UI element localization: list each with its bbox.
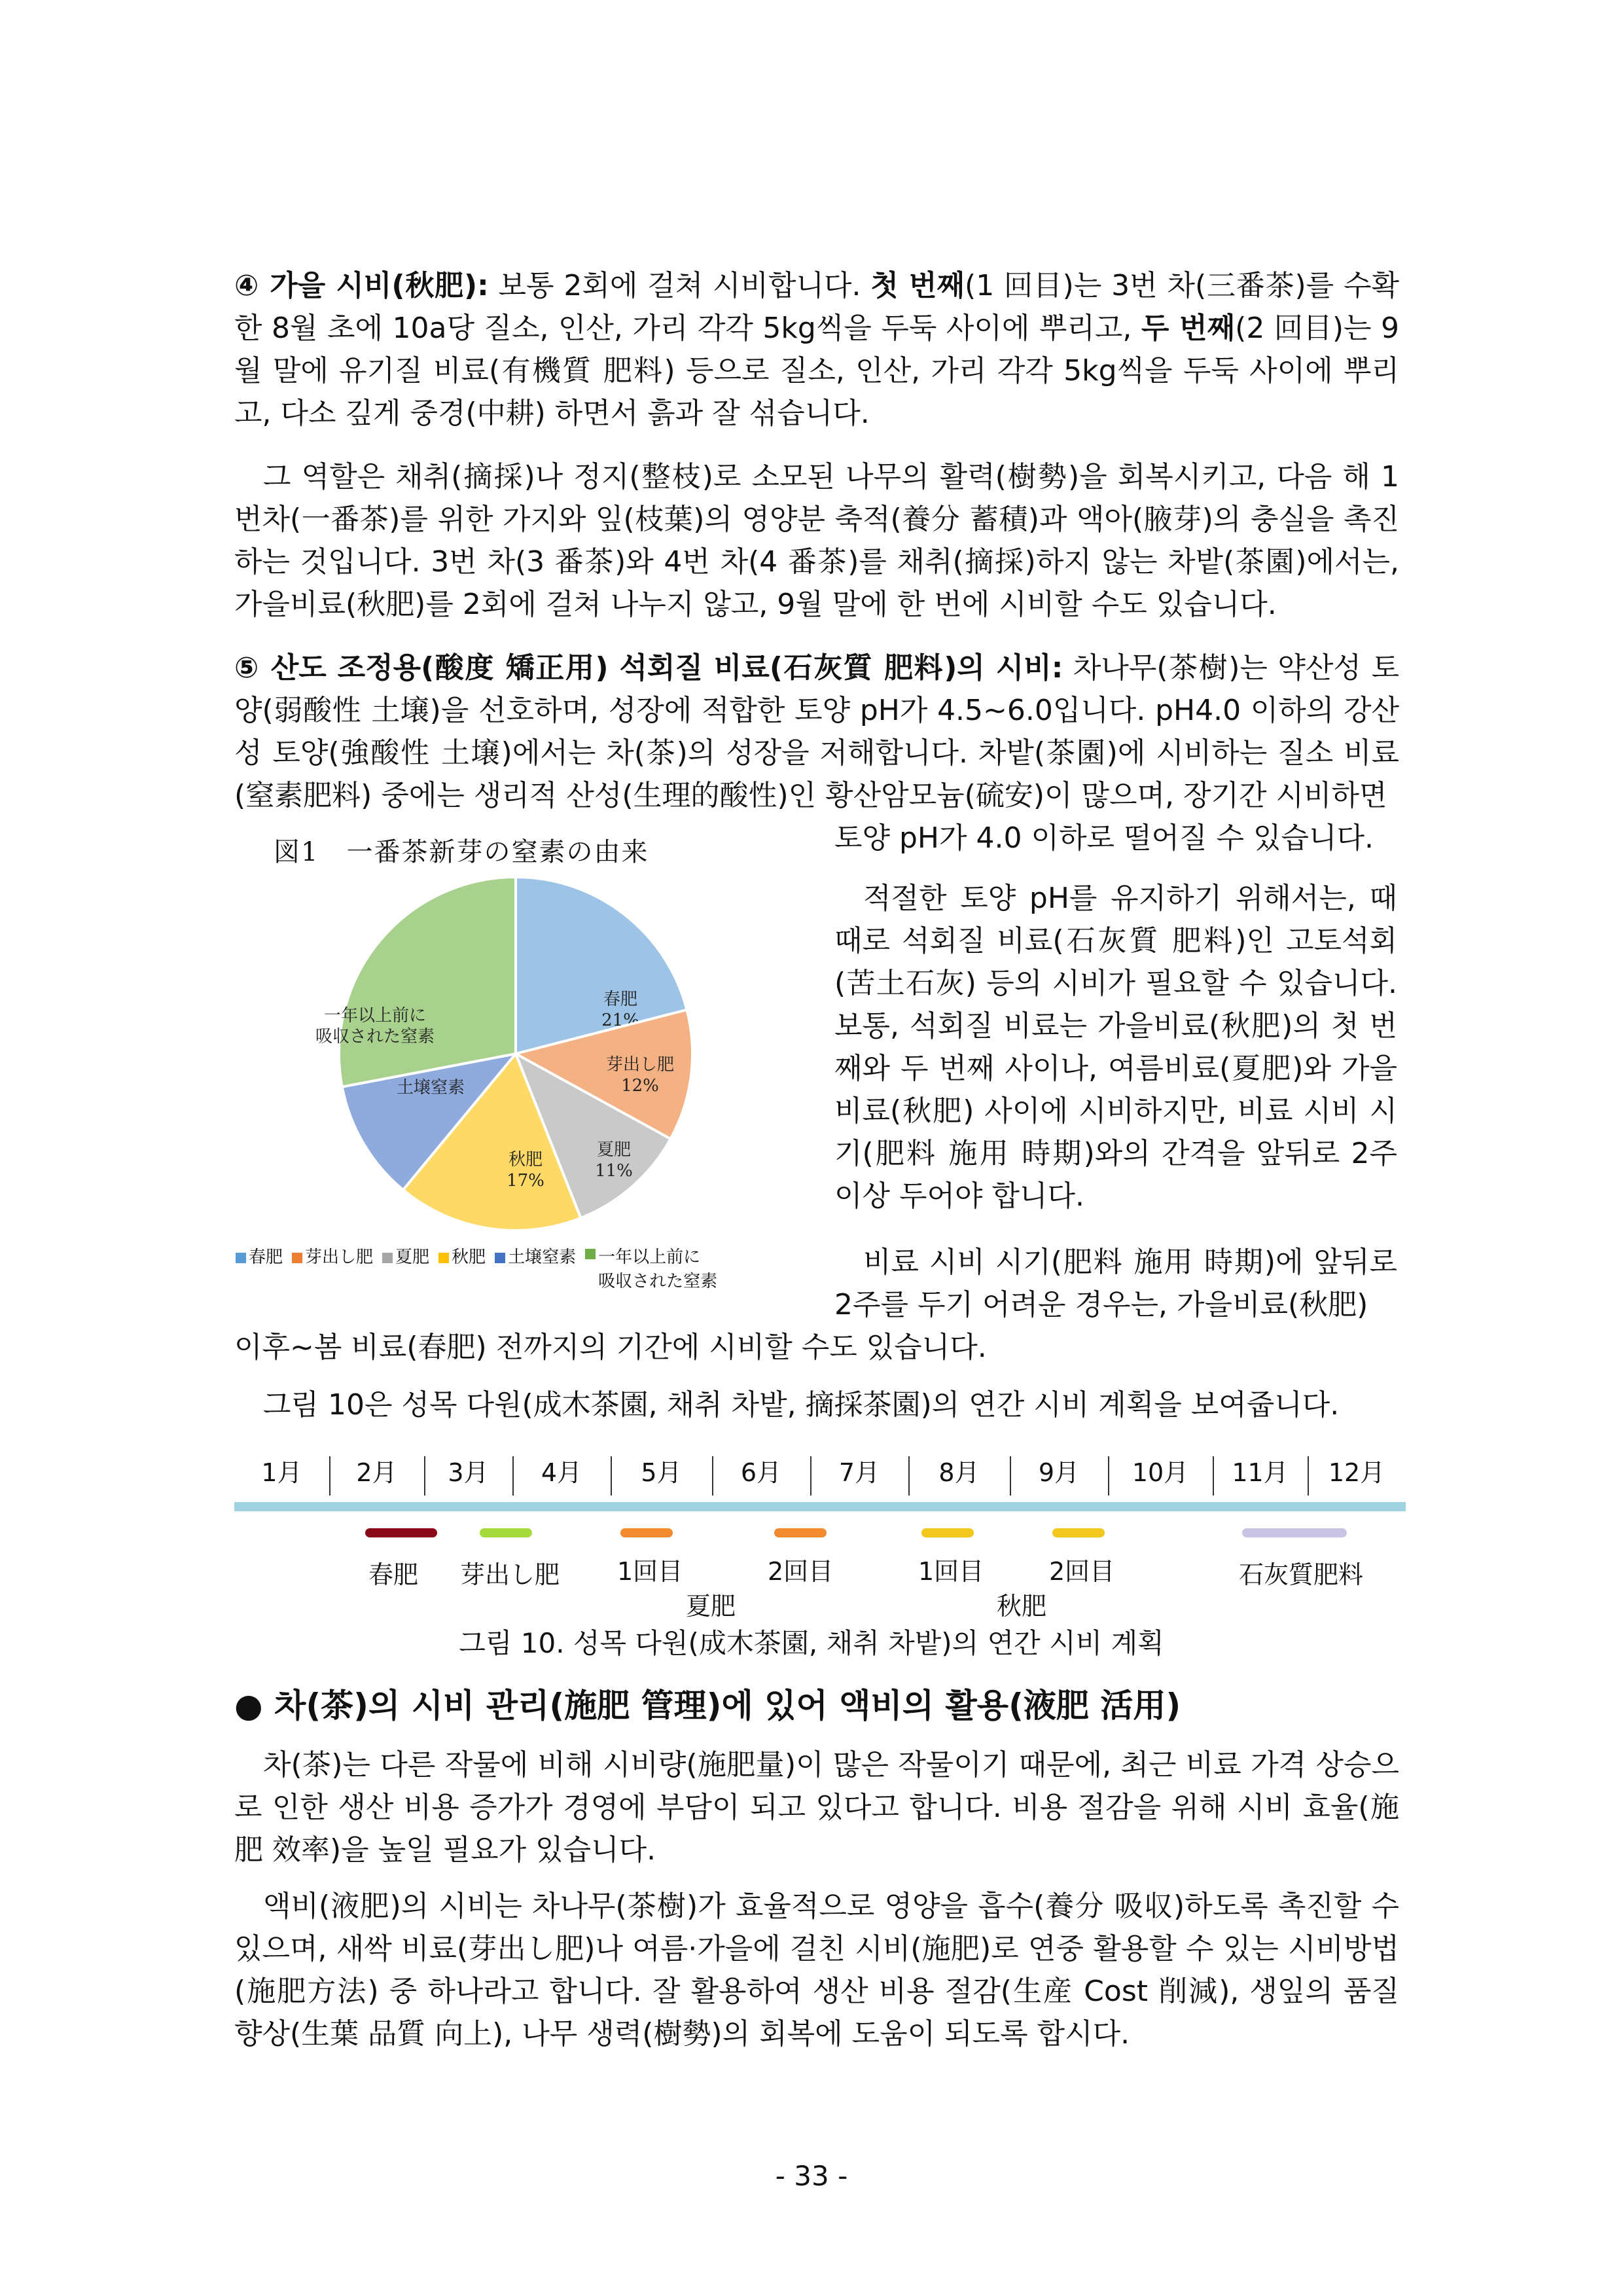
fertilizer-label: 1回目	[617, 1557, 683, 1586]
pie-slice-label: 夏肥	[596, 1140, 632, 1160]
pie-slice-label: 吸収された窒素	[315, 1027, 435, 1047]
month-label: 6月	[740, 1458, 782, 1487]
month-separator	[424, 1456, 425, 1496]
paragraph-timing-cont: 이후~봄 비료(春肥) 전까지의 기간에 시비할 수도 있습니다.	[234, 1331, 987, 1364]
pie-slice-label: 21%	[601, 1011, 639, 1030]
month-separator	[329, 1456, 330, 1496]
legend-item	[495, 1244, 576, 1268]
legend-item	[585, 1244, 729, 1292]
pie-slice-label: 一年以上前に	[323, 1006, 427, 1026]
fertilizer-label: 2回目	[768, 1557, 834, 1586]
month-separator	[1213, 1456, 1214, 1496]
legend-swatch	[292, 1253, 302, 1263]
fertilizer-bar	[620, 1528, 673, 1537]
paragraph-maintain-ph: 적절한 토양 pH를 유지하기 위해서는, 때때로 석회질 비료(石灰質 肥料)인 고토석회(苦土石灰) 등의 시비가 필요할 수 있습니다. 보통, 석회질 비료는 가을비료(秋肥)의 첫 번째와 두 번째 사이나, 여름비료(夏肥)와 가을비료(秋肥) 사이에 시비하지만, 비료 시비 시기(肥料 施用 時期)와의 간격을 앞뒤로 2주 이상 두어야 합니다.	[834, 882, 1397, 1213]
text-span: 보통 2회에 걸쳐 시비합니다.	[488, 269, 871, 302]
legend-item	[382, 1244, 429, 1268]
pie-slice-label: 12%	[621, 1076, 659, 1096]
legend-item	[236, 1244, 283, 1268]
pie-slice-label: 土壌窒素	[396, 1078, 465, 1098]
pie-slice-label: 11%	[595, 1161, 633, 1181]
legend-label: 夏肥	[395, 1247, 430, 1267]
month-separator	[810, 1456, 812, 1496]
month-separator	[1010, 1456, 1011, 1496]
month-label: 11月	[1232, 1458, 1289, 1487]
paragraph-liquid-fertilizer: 액비(液肥)의 시비는 차나무(茶樹)가 효율적으로 영양을 흡수(養分 吸収)하도록 촉진할 수 있으며, 새싹 비료(芽出し肥)나 여름·가을에 걸친 시비(施肥)로 연중 활용할 수 있는 시비방법(施肥方法) 중 하나라고 합니다. 잘 활용하여 생산 비용 절감(生産 Cost 削減), 생잎의 품질 향상(生葉 品質 向上), 나무 생력(樹勢)의 회복에 도움이 되도록 합시다.	[234, 1890, 1399, 2051]
pie-chart	[234, 857, 823, 1263]
pie-chart-figure	[234, 831, 823, 1302]
chart-legend	[236, 1244, 825, 1292]
fertilizer-bar	[921, 1528, 974, 1537]
section-title: ● 차(茶)의 시비 관리(施肥 管理)에 있어 액비의 활용(液肥 活用)	[234, 1687, 1181, 1725]
month-label: 10月	[1132, 1458, 1189, 1487]
figure-caption: 그림 10. 성목 다원(成木茶園, 채취 차밭)의 연간 시비 계획	[459, 1627, 1164, 1659]
fertilizer-bar	[774, 1528, 827, 1537]
legend-label: 春肥	[249, 1247, 283, 1267]
month-label: 2月	[356, 1458, 397, 1487]
fertilizer-label: 1回目	[918, 1557, 984, 1586]
month-separator	[1108, 1456, 1109, 1496]
timeline-axis	[234, 1502, 1406, 1511]
pie-slice	[339, 877, 516, 1087]
chart-title: 図1 一番茶新芽の窒素の由来	[274, 837, 649, 867]
month-label: 3月	[448, 1458, 489, 1487]
fertilizer-bar	[480, 1528, 532, 1537]
text-span: (2 回目)는 9월 말에 유기질 비료(有機質 肥料) 등으로 질소, 인산, 가리 각각 5kg씩을 두둑 사이에 뿌리고, 다소 깊게 중경(中耕) 하면서 흙과 잘 섞습니다.	[234, 312, 1399, 430]
text-span: 차나무(茶樹)는 약산성 토양(弱酸性 土壌)을 선호하며, 성장에 적합한 토양 pH가 4.5~6.0입니다. pH4.0 이하의 강산성 토양(強酸性 土壌)에서는 차(茶)의 성장을 저해합니다. 차밭(茶園)에 시비하는 질소 비료(窒素肥料) 중에는 생리적 산성(生理的酸性)인 황산암모늄(硫安)이 많으며, 장기간 시비하면	[234, 651, 1399, 812]
legend-swatch	[495, 1253, 505, 1263]
paragraph-timing: 비료 시비 시기(肥料 施用 時期)에 앞뒤로 2주를 두기 어려운 경우는, 가을비료(秋肥)	[834, 1246, 1397, 1321]
month-separator	[712, 1456, 713, 1496]
month-separator	[512, 1456, 514, 1496]
paragraph-autumn-fertilizer	[234, 264, 1399, 435]
paragraph-figure-intro: 그림 10은 성목 다원(成木茶園, 채취 차밭, 摘採茶園)의 연간 시비 계획을 보여줍니다.	[263, 1388, 1340, 1422]
month-label: 8月	[938, 1458, 980, 1487]
fertilizer-label: 2回目	[1049, 1557, 1115, 1586]
page-number: - 33 -	[775, 2160, 848, 2192]
paragraph-tea-cost: 차(茶)는 다른 작물에 비해 시비량(施肥量)이 많은 작물이기 때문에, 최근 비료 가격 상승으로 인한 생산 비용 증가가 경영에 부담이 되고 있다고 합니다. 비용 절감을 위해 시비 효율(施肥 效率)을 높일 필요가 있습니다.	[234, 1748, 1399, 1867]
month-label: 5月	[641, 1458, 682, 1487]
fertilizer-bar	[1242, 1528, 1347, 1537]
month-label: 7月	[838, 1458, 880, 1487]
pie-slice-label: 芽出し肥	[605, 1055, 675, 1075]
legend-label: 一年以上前に 吸収された窒素	[598, 1247, 718, 1291]
legend-item	[292, 1244, 373, 1268]
month-separator	[908, 1456, 910, 1496]
fertilizer-label: 石灰質肥料	[1239, 1560, 1364, 1589]
fertilizer-bar	[1052, 1528, 1105, 1537]
legend-swatch	[585, 1249, 596, 1259]
first-time-label: 첫 번째	[870, 269, 965, 302]
fertilizer-bar	[365, 1528, 437, 1537]
text-span: (1 回目)는 3번 차(三番茶)를 수확한 8월 초에 10a당 질소, 인산, 가리 각각 5kg씩을 두둑 사이에 뿌리고,	[234, 269, 1399, 345]
paragraph-role: 그 역할은 채취(摘採)나 정지(整枝)로 소모된 나무의 활력(樹勢)을 회복시키고, 다음 해 1번차(一番茶)를 위한 가지와 잎(枝葉)의 영양분 축적(養分 蓄積)과 액아(腋芽)의 충실을 촉진하는 것입니다. 3번 차(3 番茶)와 4번 차(4 番茶)를 채취(摘採)하지 않는 차밭(茶園)에서는, 가을비료(秋肥)를 2회에 걸쳐 나누지 않고, 9월 말에 한 번에 시비할 수도 있습니다.	[234, 460, 1399, 621]
month-label: 12月	[1328, 1458, 1385, 1487]
month-label: 4月	[541, 1458, 582, 1487]
pie-slice-label: 秋肥	[508, 1150, 543, 1170]
legend-item	[438, 1244, 486, 1268]
autumn-fertilizer-heading: ④ 가을 시비(秋肥):	[234, 269, 489, 302]
fertilizer-label: 芽出し肥	[460, 1560, 560, 1589]
autumn-group-label: 秋肥	[997, 1592, 1047, 1621]
paragraph-ph-drop: 토양 pH가 4.0 이하로 떨어질 수 있습니다.	[834, 821, 1374, 855]
pie-slice-label: 春肥	[603, 990, 638, 1009]
month-separator	[1308, 1456, 1309, 1496]
month-label: 1月	[261, 1458, 302, 1487]
fertilization-timeline	[234, 1450, 1406, 1620]
summer-group-label: 夏肥	[686, 1592, 736, 1621]
legend-swatch	[236, 1253, 246, 1263]
second-time-label: 두 번째	[1141, 312, 1236, 345]
paragraph-lime-fertilizer	[234, 647, 1399, 817]
fertilizer-label: 春肥	[368, 1560, 419, 1589]
pie-slice-label: 17%	[507, 1171, 544, 1191]
legend-label: 土壌窒素	[508, 1247, 577, 1267]
legend-label: 芽出し肥	[305, 1247, 374, 1267]
month-label: 9月	[1038, 1458, 1080, 1487]
lime-fertilizer-heading: ⑤ 산도 조정용(酸度 矯正用) 석회질 비료(石灰質 肥料)의 시비:	[234, 651, 1063, 685]
legend-label: 秋肥	[452, 1247, 486, 1267]
month-separator	[611, 1456, 612, 1496]
legend-swatch	[382, 1253, 393, 1263]
legend-swatch	[438, 1253, 449, 1263]
